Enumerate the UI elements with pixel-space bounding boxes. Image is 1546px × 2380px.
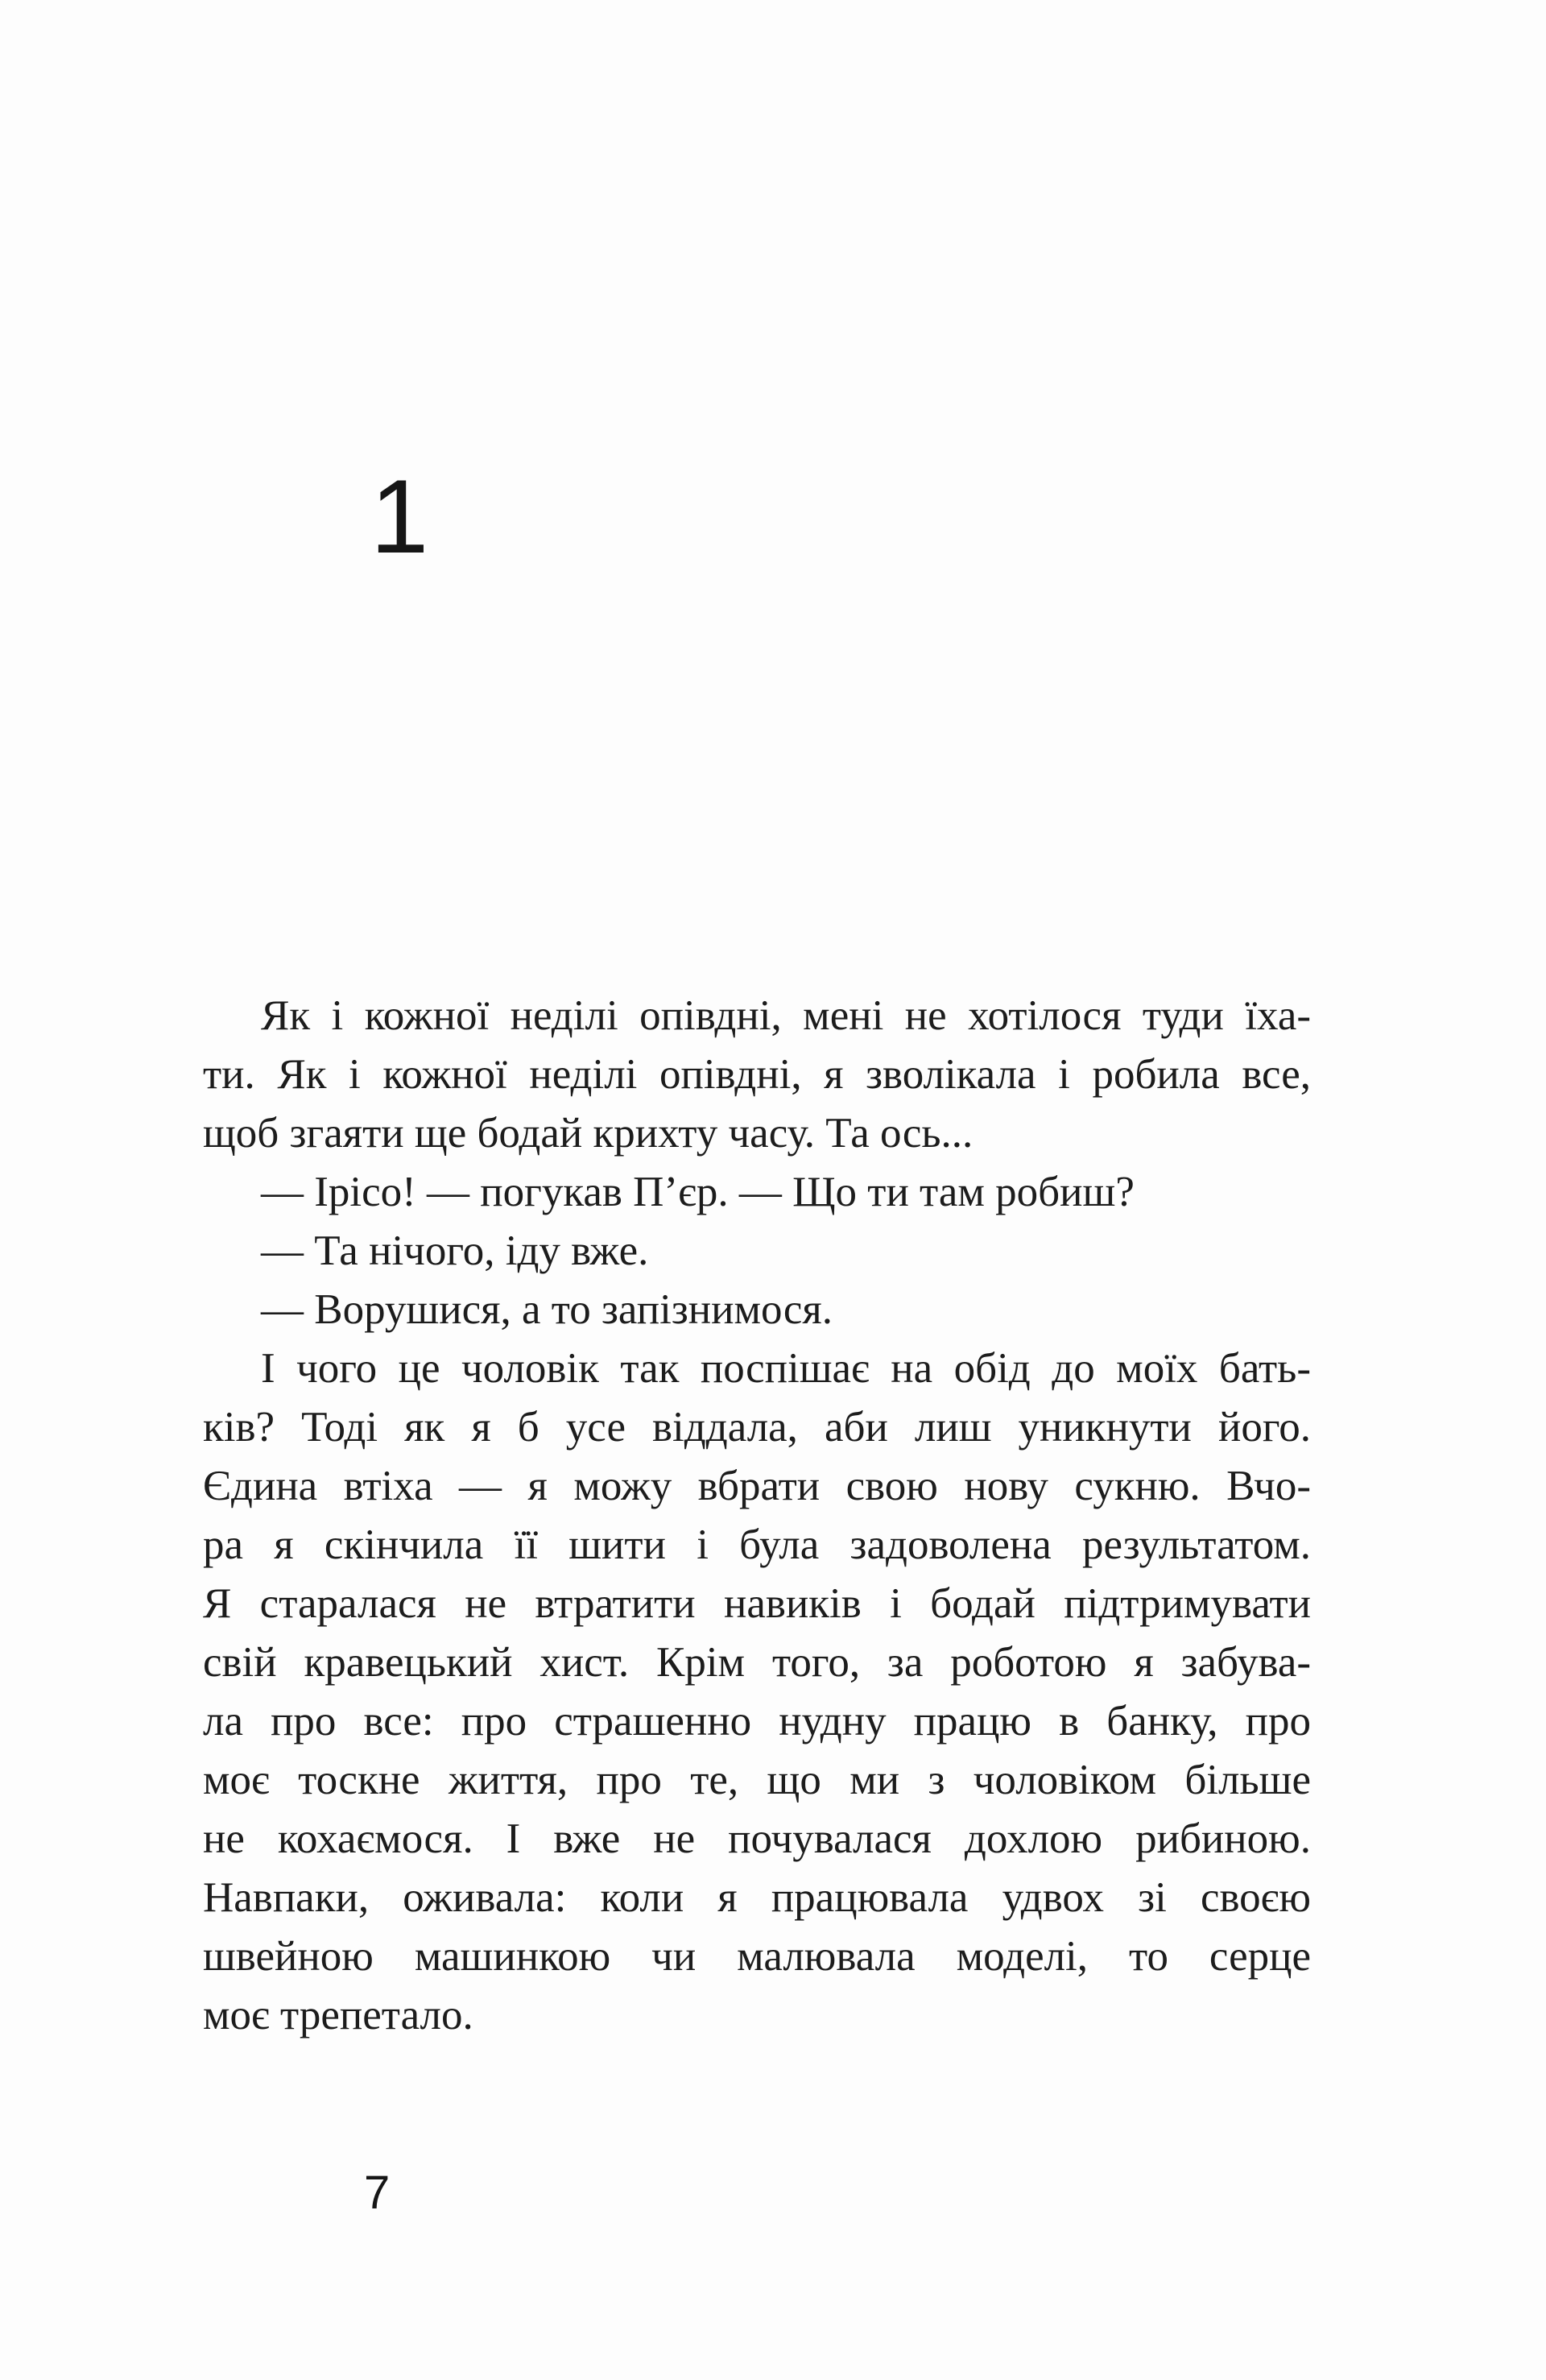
body-line: моє тоскне життя, про те, що ми з чоловіком більше <box>203 1757 1311 1803</box>
body-line: ла про все: про страшенно нудну працю в банку, про <box>203 1698 1311 1745</box>
chapter-number: 1 <box>370 457 429 575</box>
body-line: Я старалася не втратити навиків і бодай підтримувати <box>203 1580 1311 1627</box>
body-line: Як і кожної неділі опівдні, мені не хотілося туди їха- <box>261 992 1311 1039</box>
body-line: ків? Тоді як я б усе віддала, аби лиш уникнути його. <box>203 1404 1311 1451</box>
body-line: свій кравецький хист. Крім того, за роботою я забува- <box>203 1639 1311 1686</box>
body-line: Навпаки, оживала: коли я працювала удвох зі своєю <box>203 1874 1311 1921</box>
body-line: ра я скінчила її шити і була задоволена результатом. <box>203 1521 1311 1568</box>
body-line: І чого це чоловік так поспішає на обід до моїх бать- <box>261 1345 1311 1392</box>
body-line: моє трепетало. <box>203 1992 473 2039</box>
body-line: не кохаємося. І вже не почувалася дохлою рибиною. <box>203 1815 1311 1862</box>
body-line-dialogue: — Ірісо! — погукав П’єр. — Що ти там робиш? <box>261 1169 1135 1215</box>
body-line-dialogue: — Та нічого, іду вже. <box>261 1227 649 1274</box>
body-line: щоб згаяти ще бодай крихту часу. Та ось... <box>203 1110 973 1157</box>
body-text <box>203 987 1311 2045</box>
body-line: ти. Як і кожної неділі опівдні, я зволікала і робила все, <box>203 1051 1311 1098</box>
body-line-dialogue: — Ворушися, а то запізнимося. <box>261 1286 833 1333</box>
body-line: Єдина втіха — я можу вбрати свою нову сукню. Вчо- <box>203 1463 1311 1509</box>
body-line: швейною машинкою чи малювала моделі, то серце <box>203 1933 1311 1980</box>
page-number: 7 <box>364 2167 391 2219</box>
